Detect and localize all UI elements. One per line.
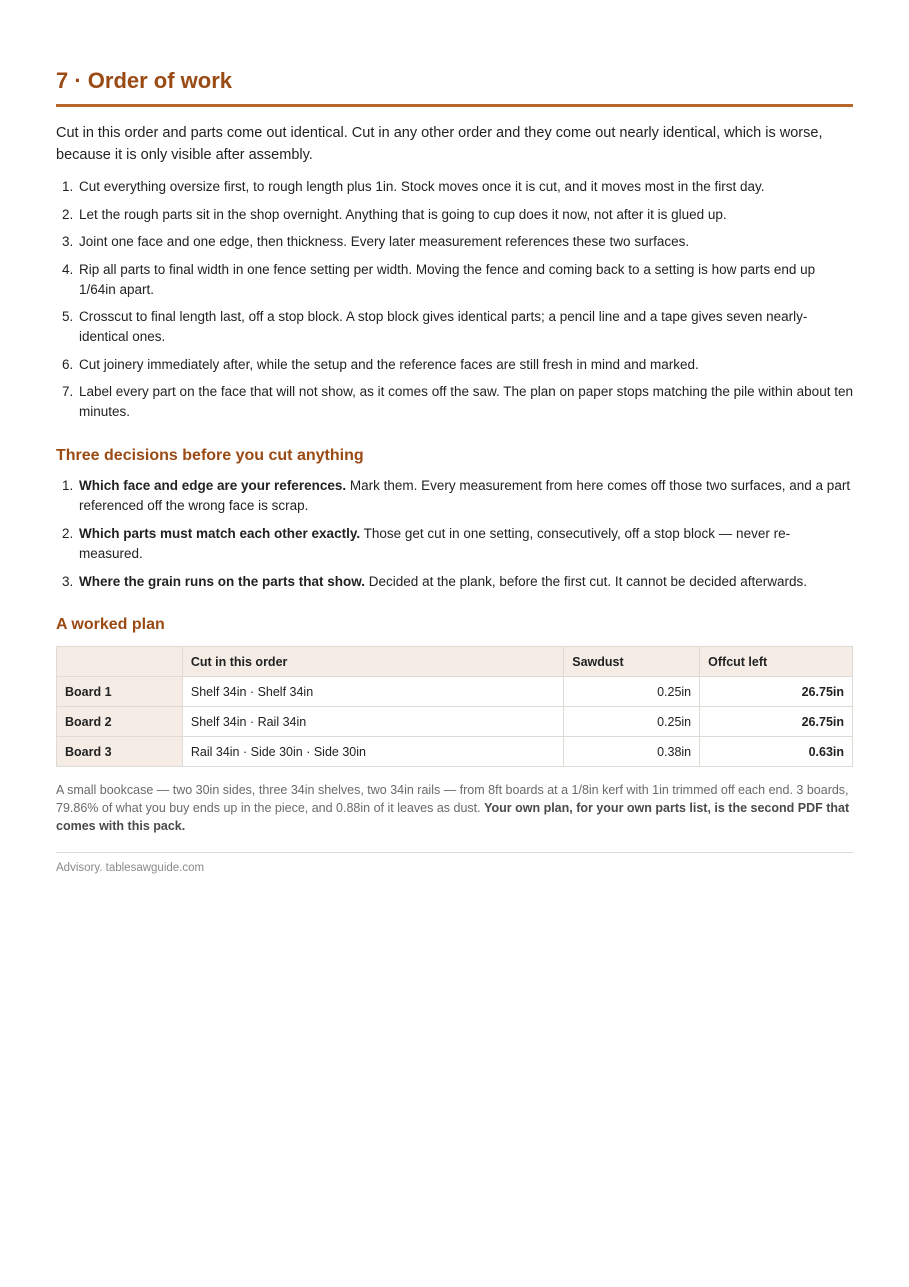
step-text: Joint one face and one edge, then thickness. Every later measurement references these two surfaces. <box>79 234 690 249</box>
step-text: Cut joinery immediately after, while the setup and the reference faces are still fresh in mind and marked. <box>79 356 699 372</box>
list-item: 3. Where the grain runs on the parts that show. Decided at the plank, before the first cut. It cannot be decided afterwards. <box>62 574 808 589</box>
step-text: Let the rough parts sit in the shop overnight. Anything that is going to cup does it now, not after it is glued up. <box>79 206 727 222</box>
step-text: Crosscut to final length last, off a stop block. A stop block gives identical parts; a pencil line and a tape gives seven nearly-identical ones. <box>79 309 808 344</box>
column-header: Cut in this order <box>182 647 563 677</box>
decision-text: Decided at the plank, before the first cut. It cannot be decided afterwards. <box>365 574 808 589</box>
column-header: Offcut left <box>700 647 853 677</box>
offcut-cell: 26.75in <box>700 707 853 737</box>
decision-bold: Where the grain runs on the parts that show. <box>79 574 366 589</box>
list-item: 5. Crosscut to final length last, off a stop block. A stop block gives identical parts; a pencil line and a tape gives seven nearly-identical ones. <box>62 309 808 344</box>
plan-heading: A worked plan <box>56 616 165 633</box>
sawdust-cell: 0.38in <box>564 737 700 767</box>
list-item: 4. Rip all parts to final width in one fence setting per width. Moving the fence and coming back to a setting is how parts end up 1/64in apart. <box>62 261 816 297</box>
title-rule <box>56 104 853 107</box>
column-header: Sawdust <box>564 647 700 677</box>
footer-text: Advisory. tablesawguide.com <box>56 862 205 874</box>
table-header-row <box>57 647 853 677</box>
decision-bold: Which face and edge are your references. <box>79 478 347 493</box>
table-row <box>57 677 853 707</box>
table-row <box>57 737 853 767</box>
page-title: 7 · Order of work <box>56 68 233 93</box>
step-text: Cut everything oversize first, to rough length plus 1in. Stock moves once it is cut, and it moves most in the first day. <box>79 179 765 194</box>
decision-text: Those get cut in one setting, consecutively, off a stop block — never re-measured. <box>79 526 791 561</box>
footer-divider <box>56 852 853 853</box>
list-item: 3. Joint one face and one edge, then thickness. Every later measurement references these two surfaces. <box>62 234 690 249</box>
decisions-list <box>56 476 853 600</box>
list-item: 1. Which face and edge are your references. Mark them. Every measurement from here comes off those two surfaces, and a part referenced off the wrong face is scrap. <box>62 478 851 513</box>
list-item: 2. Let the rough parts sit in the shop overnight. Anything that is going to cup does it now, not after it is glued up. <box>62 206 727 222</box>
step-text: Rip all parts to final width in one fence setting per width. Moving the fence and coming back to a setting is how parts end up 1/64in apart. <box>79 261 816 297</box>
board-label: Board 2 <box>57 707 183 737</box>
column-header <box>57 647 183 677</box>
list-item: 1. Cut everything oversize first, to rough length plus 1in. Stock moves once it is cut, and it moves most in the first day. <box>62 179 765 194</box>
cuts-cell: Shelf 34in · Rail 34in <box>182 707 563 737</box>
offcut-cell: 0.63in <box>700 737 853 767</box>
list-item: 7. Label every part on the face that will not show, as it comes off the saw. The plan on paper stops matching the pile within about ten minutes. <box>62 384 853 419</box>
steps-list <box>56 177 853 430</box>
note-bold: Your own plan, for your own parts list, is the second PDF that comes with this pack. <box>56 801 850 833</box>
board-label: Board 1 <box>57 677 183 707</box>
list-item: 6. Cut joinery immediately after, while the setup and the reference faces are still fresh in mind and marked. <box>62 356 699 372</box>
cuts-cell: Shelf 34in · Shelf 34in <box>182 677 563 707</box>
plan-note <box>56 781 853 835</box>
note-text: A small bookcase — two 30in sides, three 34in shelves, two 34in rails — from 8ft boards at a 1/8in kerf with 1in trimmed off each end. 3 boards, 79.86% of what you buy ends up in the piece, and 0.88in of it leaves as dust. <box>56 783 849 815</box>
offcut-cell: 26.75in <box>700 677 853 707</box>
step-text: Label every part on the face that will not show, as it comes off the saw. The plan on paper stops matching the pile within about ten minutes. <box>79 384 853 419</box>
board-label: Board 3 <box>57 737 183 767</box>
list-item: 2. Which parts must match each other exactly. Those get cut in one setting, consecutively, off a stop block — never re-measured. <box>62 526 791 561</box>
decisions-heading: Three decisions before you cut anything <box>56 447 364 464</box>
cut-plan-table <box>56 646 853 767</box>
decision-bold: Which parts must match each other exactly. <box>79 526 361 541</box>
sawdust-cell: 0.25in <box>564 677 700 707</box>
sawdust-cell: 0.25in <box>564 707 700 737</box>
cuts-cell: Rail 34in · Side 30in · Side 30in <box>182 737 563 767</box>
decision-text: Mark them. Every measurement from here comes off those two surfaces, and a part referenced off the wrong face is scrap. <box>79 478 851 513</box>
intro-paragraph: Cut in this order and parts come out identical. Cut in any other order and they come out nearly identical, which is worse, because it is only visible after assembly. <box>56 125 823 163</box>
table-row <box>57 707 853 737</box>
